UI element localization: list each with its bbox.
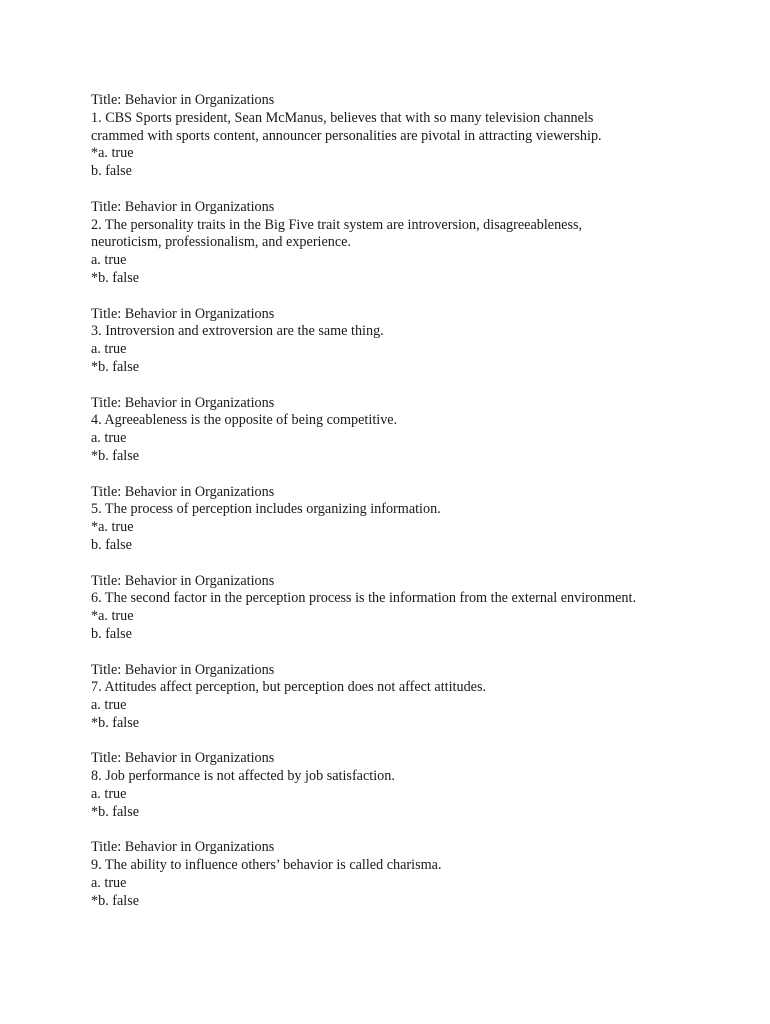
question-5: [91, 484, 731, 555]
question-text: 6. The second factor in the perception process is the information from the external environment.: [91, 590, 636, 607]
answer-option-a: *a. true: [91, 608, 134, 625]
question-9: [91, 839, 731, 910]
answer-option-b: b. false: [91, 536, 132, 553]
question-text: 1. CBS Sports president, Sean McManus, believes that with so many television channels crammed with sports content, announcer personalities are pivotal in attracting viewership.: [91, 109, 602, 144]
answer-option-b: *b. false: [91, 714, 140, 731]
question-text: 9. The ability to influence others’ behavior is called charisma.: [91, 857, 442, 874]
question-title: Title: Behavior in Organizations: [91, 839, 275, 856]
question-title: Title: Behavior in Organizations: [91, 661, 275, 678]
question-text: 4. Agreeableness is the opposite of being competitive.: [91, 412, 398, 429]
question-1: [91, 92, 731, 181]
question-title: Title: Behavior in Organizations: [91, 750, 275, 767]
answer-option-a: a. true: [91, 697, 127, 714]
question-3: [91, 306, 731, 377]
answer-option-a: a. true: [91, 341, 127, 358]
answer-option-a: a. true: [91, 875, 127, 892]
question-title: Title: Behavior in Organizations: [91, 305, 275, 322]
answer-option-b: *b. false: [91, 892, 140, 909]
answer-option-a: a. true: [91, 430, 127, 447]
question-7: [91, 662, 731, 733]
question-text: 2. The personality traits in the Big Five trait system are introversion, disagreeableness, neuroticism, professionalism, and experience.: [91, 216, 586, 251]
question-title: Title: Behavior in Organizations: [91, 483, 275, 500]
answer-option-a: a. true: [91, 252, 127, 269]
answer-option-b: *b. false: [91, 447, 140, 464]
question-title: Title: Behavior in Organizations: [91, 198, 275, 215]
question-title: Title: Behavior in Organizations: [91, 572, 275, 589]
question-title: Title: Behavior in Organizations: [91, 394, 275, 411]
document-page: [91, 92, 731, 928]
question-title: Title: Behavior in Organizations: [91, 92, 275, 108]
question-text: 3. Introversion and extroversion are the same thing.: [91, 323, 384, 340]
question-text: 7. Attitudes affect perception, but perception does not affect attitudes.: [91, 679, 487, 696]
answer-option-b: b. false: [91, 163, 132, 180]
question-8: [91, 750, 731, 821]
answer-option-a: *a. true: [91, 145, 134, 162]
answer-option-b: b. false: [91, 625, 132, 642]
answer-option-a: *a. true: [91, 519, 134, 536]
answer-option-b: *b. false: [91, 803, 140, 820]
question-text: 5. The process of perception includes organizing information.: [91, 501, 441, 518]
question-2: [91, 199, 731, 288]
question-6: [91, 573, 731, 644]
question-text: 8. Job performance is not affected by job satisfaction.: [91, 768, 395, 785]
answer-option-b: *b. false: [91, 358, 140, 375]
question-4: [91, 395, 731, 466]
answer-option-a: a. true: [91, 786, 127, 803]
answer-option-b: *b. false: [91, 269, 140, 286]
